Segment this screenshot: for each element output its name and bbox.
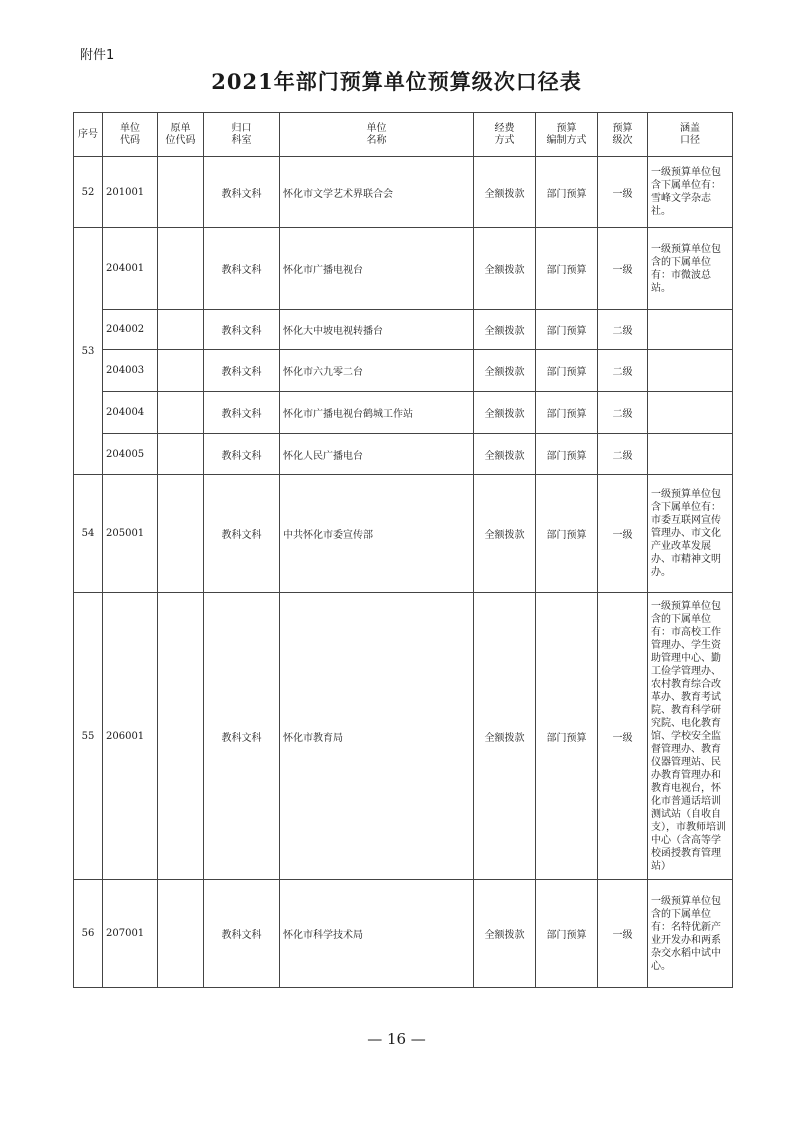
cell-code: 204001 [103, 228, 158, 310]
cell-dept: 教科文科 [204, 350, 280, 392]
table-row [74, 157, 733, 228]
cell-compile-method: 部门预算 [536, 593, 598, 880]
cell-scope [648, 310, 733, 350]
table-row [74, 434, 733, 475]
cell-scope [648, 350, 733, 392]
cell-unit-name: 怀化市科学技术局 [280, 880, 474, 988]
table-row [74, 593, 733, 880]
header-code: 单位 代码 [103, 113, 158, 157]
header-budget-level: 预算 级次 [598, 113, 648, 157]
cell-seq: 53 [74, 228, 103, 475]
cell-budget-level: 二级 [598, 392, 648, 434]
cell-orig-code [158, 392, 204, 434]
cell-scope: 一级预算单位包含的下属单位有：市微波总站。 [648, 228, 733, 310]
cell-code: 204004 [103, 392, 158, 434]
page-title: 2021年部门预算单位预算级次口径表 [211, 69, 582, 94]
table-row [74, 392, 733, 434]
cell-budget-level: 二级 [598, 434, 648, 475]
cell-unit-name: 怀化市广播电视台 [280, 228, 474, 310]
cell-fund-method: 全额拨款 [474, 310, 536, 350]
cell-unit-name: 怀化市广播电视台鹤城工作站 [280, 392, 474, 434]
cell-orig-code [158, 350, 204, 392]
cell-compile-method: 部门预算 [536, 475, 598, 593]
cell-compile-method: 部门预算 [536, 434, 598, 475]
cell-fund-method: 全额拨款 [474, 228, 536, 310]
cell-compile-method: 部门预算 [536, 228, 598, 310]
header-scope: 涵盖 口径 [648, 113, 733, 157]
table-row [74, 880, 733, 988]
cell-dept: 教科文科 [204, 310, 280, 350]
header-dept: 归口 科室 [204, 113, 280, 157]
header-unit-name: 单位 名称 [280, 113, 474, 157]
table-row [74, 310, 733, 350]
cell-compile-method: 部门预算 [536, 157, 598, 228]
cell-fund-method: 全额拨款 [474, 350, 536, 392]
header-fund-method: 经费 方式 [474, 113, 536, 157]
cell-orig-code [158, 434, 204, 475]
cell-code: 201001 [103, 157, 158, 228]
cell-code: 204003 [103, 350, 158, 392]
cell-budget-level: 二级 [598, 350, 648, 392]
cell-code: 204005 [103, 434, 158, 475]
cell-compile-method: 部门预算 [536, 392, 598, 434]
cell-fund-method: 全额拨款 [474, 392, 536, 434]
cell-code: 205001 [103, 475, 158, 593]
cell-fund-method: 全额拨款 [474, 880, 536, 988]
cell-orig-code [158, 880, 204, 988]
cell-unit-name: 怀化市教育局 [280, 593, 474, 880]
cell-seq: 52 [74, 157, 103, 228]
cell-budget-level: 一级 [598, 475, 648, 593]
cell-dept: 教科文科 [204, 475, 280, 593]
cell-fund-method: 全额拨款 [474, 157, 536, 228]
cell-dept: 教科文科 [204, 157, 280, 228]
cell-compile-method: 部门预算 [536, 880, 598, 988]
cell-scope: 一级预算单位包含下属单位有：雪峰文学杂志社。 [648, 157, 733, 228]
cell-orig-code [158, 593, 204, 880]
header-compile-method: 预算 编制方式 [536, 113, 598, 157]
cell-dept: 教科文科 [204, 392, 280, 434]
cell-dept: 教科文科 [204, 880, 280, 988]
cell-code: 204002 [103, 310, 158, 350]
cell-dept: 教科文科 [204, 434, 280, 475]
cell-fund-method: 全额拨款 [474, 475, 536, 593]
cell-code: 207001 [103, 880, 158, 988]
cell-unit-name: 怀化市六九零二台 [280, 350, 474, 392]
cell-unit-name: 怀化市文学艺术界联合会 [280, 157, 474, 228]
cell-orig-code [158, 157, 204, 228]
table-row [74, 475, 733, 593]
cell-dept: 教科文科 [204, 593, 280, 880]
cell-unit-name: 中共怀化市委宣传部 [280, 475, 474, 593]
cell-fund-method: 全额拨款 [474, 593, 536, 880]
cell-seq: 54 [74, 475, 103, 593]
cell-seq: 55 [74, 593, 103, 880]
cell-orig-code [158, 310, 204, 350]
cell-budget-level: 二级 [598, 310, 648, 350]
header-seq: 序号 [74, 113, 103, 157]
header-orig-code: 原单 位代码 [158, 113, 204, 157]
page-number: — 16 — [367, 1030, 426, 1048]
cell-orig-code [158, 475, 204, 593]
cell-budget-level: 一级 [598, 228, 648, 310]
table-header-row [74, 113, 733, 157]
cell-budget-level: 一级 [598, 880, 648, 988]
budget-level-table [73, 112, 733, 988]
cell-scope [648, 392, 733, 434]
attachment-label: 附件1 [80, 48, 115, 63]
cell-compile-method: 部门预算 [536, 310, 598, 350]
table-row [74, 350, 733, 392]
cell-seq: 56 [74, 880, 103, 988]
cell-compile-method: 部门预算 [536, 350, 598, 392]
cell-fund-method: 全额拨款 [474, 434, 536, 475]
cell-scope: 一级预算单位包含下属单位有：市委互联网宣传管理办、市文化产业改革发展办、市精神文明办。 [648, 475, 733, 593]
cell-orig-code [158, 228, 204, 310]
cell-unit-name: 怀化大中坡电视转播台 [280, 310, 474, 350]
cell-scope: 一级预算单位包含的下属单位有：市高校工作管理办、学生资助管理中心、勤工俭学管理办、农村教育综合改革办、教育考试院、教育科学研究院、电化教育馆、学校安全监督管理办、教育仪器管理站、民办教育管理办和教育电视台，怀化市普通话培训测试站（自收自支），市教师培训中心（含高等学校函授教育管理站） [648, 593, 733, 880]
cell-code: 206001 [103, 593, 158, 880]
cell-budget-level: 一级 [598, 157, 648, 228]
cell-dept: 教科文科 [204, 228, 280, 310]
cell-scope [648, 434, 733, 475]
cell-unit-name: 怀化人民广播电台 [280, 434, 474, 475]
cell-budget-level: 一级 [598, 593, 648, 880]
table-row [74, 228, 733, 310]
cell-scope: 一级预算单位包含的下属单位有：名特优新产业开发办和两系杂交水稻中试中心。 [648, 880, 733, 988]
